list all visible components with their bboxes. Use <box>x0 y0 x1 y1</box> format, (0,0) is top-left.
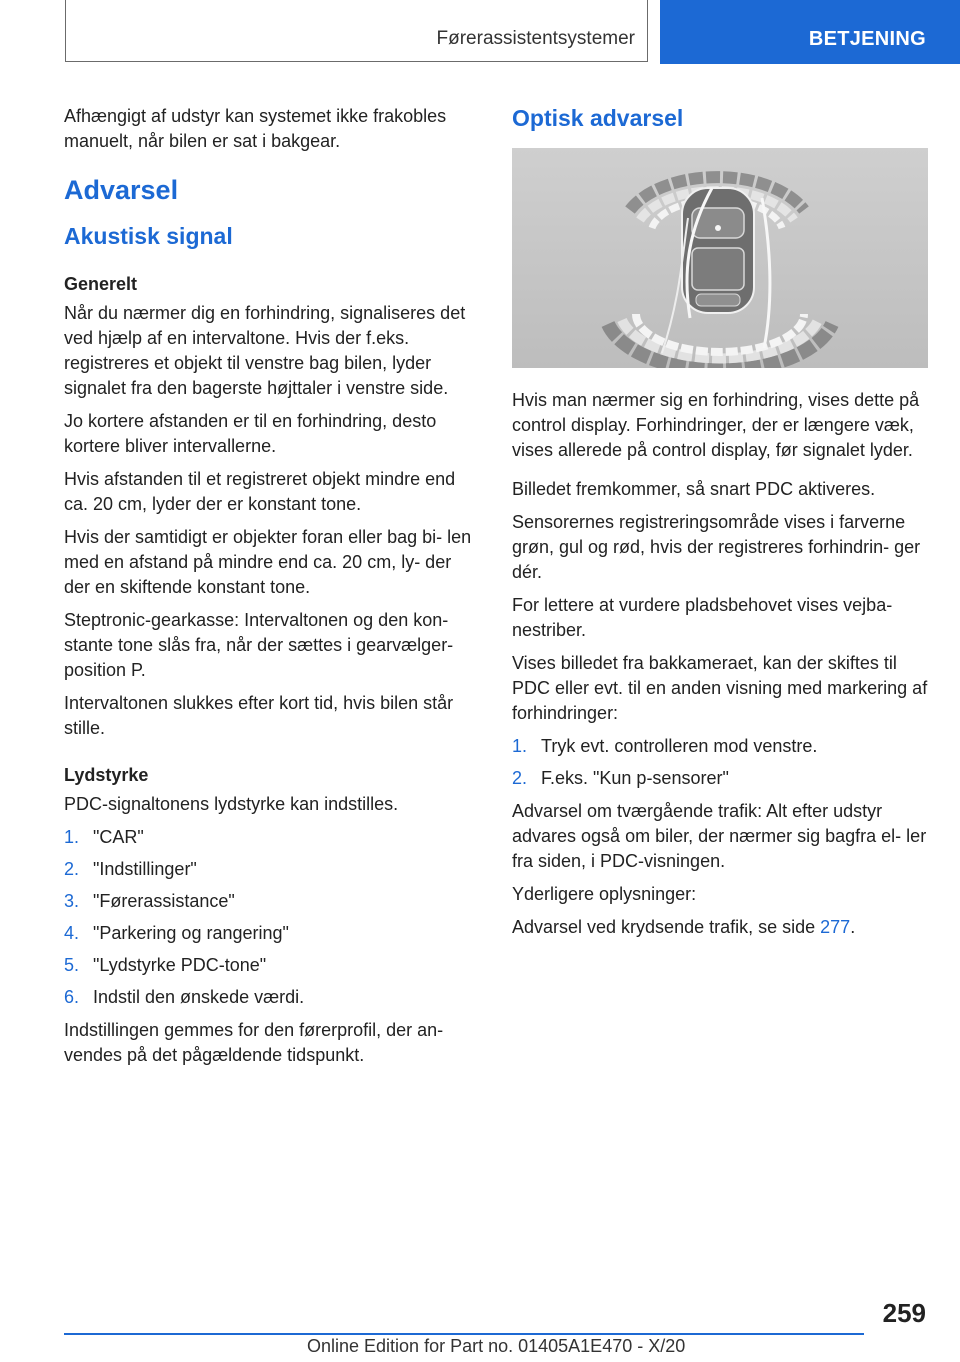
paragraph: Indstillingen gemmes for den førerprofil, der an‐ vendes på det pågældende tidspunkt. <box>64 1020 444 1065</box>
list-item <box>64 857 476 882</box>
paragraph: Når du nærmer dig en forhindring, signaliseres det ved hjælp af en intervaltone. Hvis der f.eks. registreres et objekt til venstre bag bilen, lyder signalet fra den bagerste højttaler i venstre side. <box>64 303 466 398</box>
paragraph: PDC-signaltonens lydstyrke kan indstilles. <box>64 794 399 814</box>
list-item <box>512 734 928 759</box>
steps-list-volume <box>64 825 476 1010</box>
list-item <box>64 921 476 946</box>
heading-generelt: Generelt <box>64 274 138 294</box>
list-text: "CAR" <box>93 827 144 847</box>
list-number: 3. <box>64 891 80 911</box>
list-text: Tryk evt. controlleren mod venstre. <box>541 736 818 756</box>
header-section-box <box>65 0 648 62</box>
list-text: "Indstillinger" <box>93 859 197 879</box>
list-number: 1. <box>512 736 528 756</box>
list-text: F.eks. "Kun p-sensorer" <box>541 768 729 788</box>
page-link-277[interactable]: 277 <box>820 917 851 937</box>
intro-paragraph: Afhængigt af udstyr kan systemet ikke frakobles manuelt, når bilen er sat i bakgear. <box>64 106 447 151</box>
paragraph: Billedet fremkommer, så snart PDC aktiveres. <box>512 479 876 499</box>
cross-reference-suffix: . <box>850 917 856 937</box>
paragraph: Yderligere oplysninger: <box>512 884 697 904</box>
heading-optisk-advarsel: Optisk advarsel <box>512 105 684 131</box>
paragraph: Hvis der samtidigt er objekter foran eller bag bi‐ len med en afstand på mindre end ca. 20 cm, ly‐ der der en skiftende konstant tone. <box>64 527 472 597</box>
footer-divider <box>64 1333 864 1335</box>
paragraph: Sensorernes registreringsområde vises i farverne grøn, gul og rød, hvis der registreres forhindrin‐ ger dér. <box>512 512 921 582</box>
list-item <box>64 953 476 978</box>
header-chapter-tab[interactable] <box>660 0 960 64</box>
list-number: 1. <box>64 827 80 847</box>
list-text: "Førerassistance" <box>93 891 235 911</box>
list-text: "Lydstyrke PDC-tone" <box>93 955 267 975</box>
heading-akustisk-signal: Akustisk signal <box>64 223 233 249</box>
list-item <box>512 766 928 791</box>
list-text: Indstil den ønskede værdi. <box>93 987 305 1007</box>
paragraph: Jo kortere afstanden er til en forhindring, desto kortere bliver intervallerne. <box>64 411 437 456</box>
paragraph: Hvis afstanden til et registreret objekt mindre end ca. 20 cm, lyder der er konstant tone. <box>64 469 456 514</box>
header-chapter-title: BETJENING <box>808 28 926 50</box>
cross-reference-text: Advarsel ved krydsende trafik, se side <box>512 917 821 937</box>
heading-advarsel: Advarsel <box>64 175 179 205</box>
car-icon <box>682 188 754 313</box>
list-item <box>64 825 476 850</box>
list-number: 2. <box>512 768 528 788</box>
steps-list-view <box>512 734 928 791</box>
paragraph: Advarsel om tværgående trafik: Alt efter udstyr advares også om biler, der nærmer sig bagfra el‐ ler fra siden, i PDC-visningen. <box>512 801 927 871</box>
footer-edition: Online Edition for Part no. 01405A1E470 - X/20 <box>307 1336 686 1356</box>
list-item <box>64 985 476 1010</box>
cross-reference-paragraph <box>512 915 928 940</box>
left-column <box>64 104 476 1076</box>
list-number: 6. <box>64 987 80 1007</box>
paragraph: For lettere at vurdere pladsbehovet vises vejba‐ nestriber. <box>512 595 893 640</box>
list-number: 5. <box>64 955 80 975</box>
list-item <box>64 889 476 914</box>
header-section-title: Førerassistentsystemer <box>436 28 635 49</box>
list-number: 2. <box>64 859 80 879</box>
paragraph: Steptronic-gearkasse: Intervaltonen og den kon‐ stante tone slås fra, når der sættes i gearvælger‐ position P. <box>64 610 454 680</box>
right-column <box>512 104 928 948</box>
list-number: 4. <box>64 923 80 943</box>
pdc-display-illustration <box>512 148 928 368</box>
paragraph: Intervaltonen slukkes efter kort tid, hvis bilen står stille. <box>64 693 454 738</box>
paragraph: Hvis man nærmer sig en forhindring, vises dette på control display. Forhindringer, der er længere væk, vises allerede på control display, før signalet lyder. <box>512 390 920 460</box>
paragraph: Vises billedet fra bakkameraet, kan der skiftes til PDC eller evt. til en anden visning med markering af forhindringer: <box>512 653 928 723</box>
list-text: "Parkering og rangering" <box>93 923 289 943</box>
heading-lydstyrke: Lydstyrke <box>64 765 149 785</box>
page-number: 259 <box>882 1298 926 1328</box>
